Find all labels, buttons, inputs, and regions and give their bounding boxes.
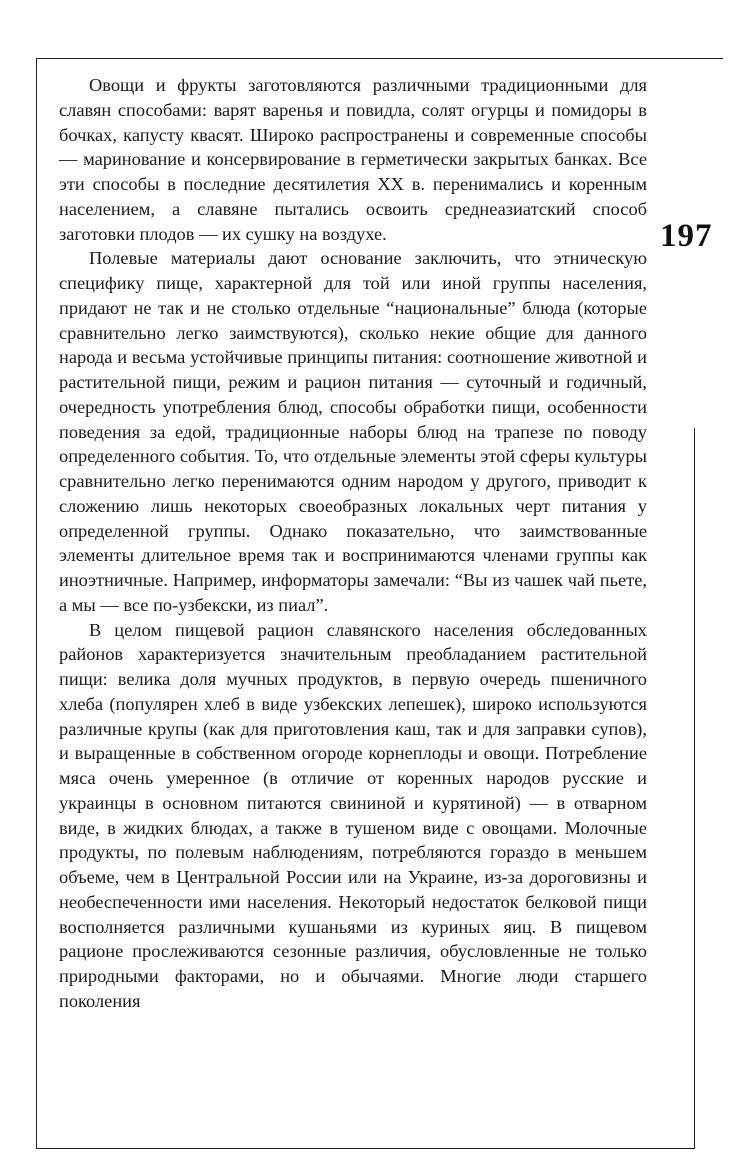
paragraph: В целом пищевой рацион славянского населения обследованных районов характеризуется значительным преобладанием растительной пищи: велика доля мучных продуктов, в первую очередь пшеничного хлеба (популярен хлеб в виде узбекских лепешек), широко используются различные крупы (как для приготовления каш, так и для заправки супов), и выращенные в собственном огороде корнеплоды и овощи. Потребление мяса очень умеренное (в отличие от коренных народов русские и украинцы в основном питаются свининой и курятиной) — в отварном виде, в жидких блюдах, а также в тушеном виде с овощами. Молочные продукты, по полевым наблюдениям, потребляются гораздо в меньшем объеме, чем в Центральной России или на Украине, из-за дороговизны и необеспеченности ими населения. Некоторый недостаток белковой пищи восполняется различными кушаньями из куриных яиц. В пищевом рационе прослеживаются сезонные различия, обусловленные не только природными факторами, но и обычаями. Многие люди старшего поколения (59, 619, 647, 1011)
paragraph: Овощи и фрукты заготовляются различными традиционными для славян способами: варят варенья и повидла, солят огурцы и помидоры в бочках, капусту квасят. Широко распространены и современные способы — маринование и консервирование в герметически закрытых банках. Все эти способы в последние десятилетия XX в. перенимались и коренным населением, а славяне пытались освоить среднеазиатский способ заготовки плодов — их сушку на воздухе. (59, 75, 647, 244)
right-border-rule (694, 428, 695, 1148)
bottom-border-rule (36, 1148, 695, 1149)
page-number: 197 (660, 218, 713, 254)
body-text (59, 73, 647, 1014)
paragraph: Полевые материалы дают основание заключить, что этническую специфику пище, характерной для той или иной группы населения, придают не так и не столько отдельные “национальные” блюда (которые сравнительно легко заимствуются), сколько некие общие для данного народа и весьма устойчивые принципы питания: соотношение животной и растительной пищи, режим и рацион питания — суточный и годичный, очередность употребления блюд, способы обработки пищи, особенности поведения за едой, традиционные наборы блюд на трапезе по поводу определенного события. То, что отдельные элементы этой сферы культуры сравнительно легко перенимаются одним народом у другого, приводит к сложению лишь некоторых своеобразных локальных черт питания у определенной группы. Однако показательно, что заимствованные элементы длительное время так и воспринимаются членами группы как иноэтничные. Например, информаторы замечали: “Вы из чашек чай пьете, а мы — все по-узбекски, из пиал”. (59, 248, 647, 615)
top-border-rule (36, 58, 723, 59)
left-border-rule (36, 58, 37, 1148)
